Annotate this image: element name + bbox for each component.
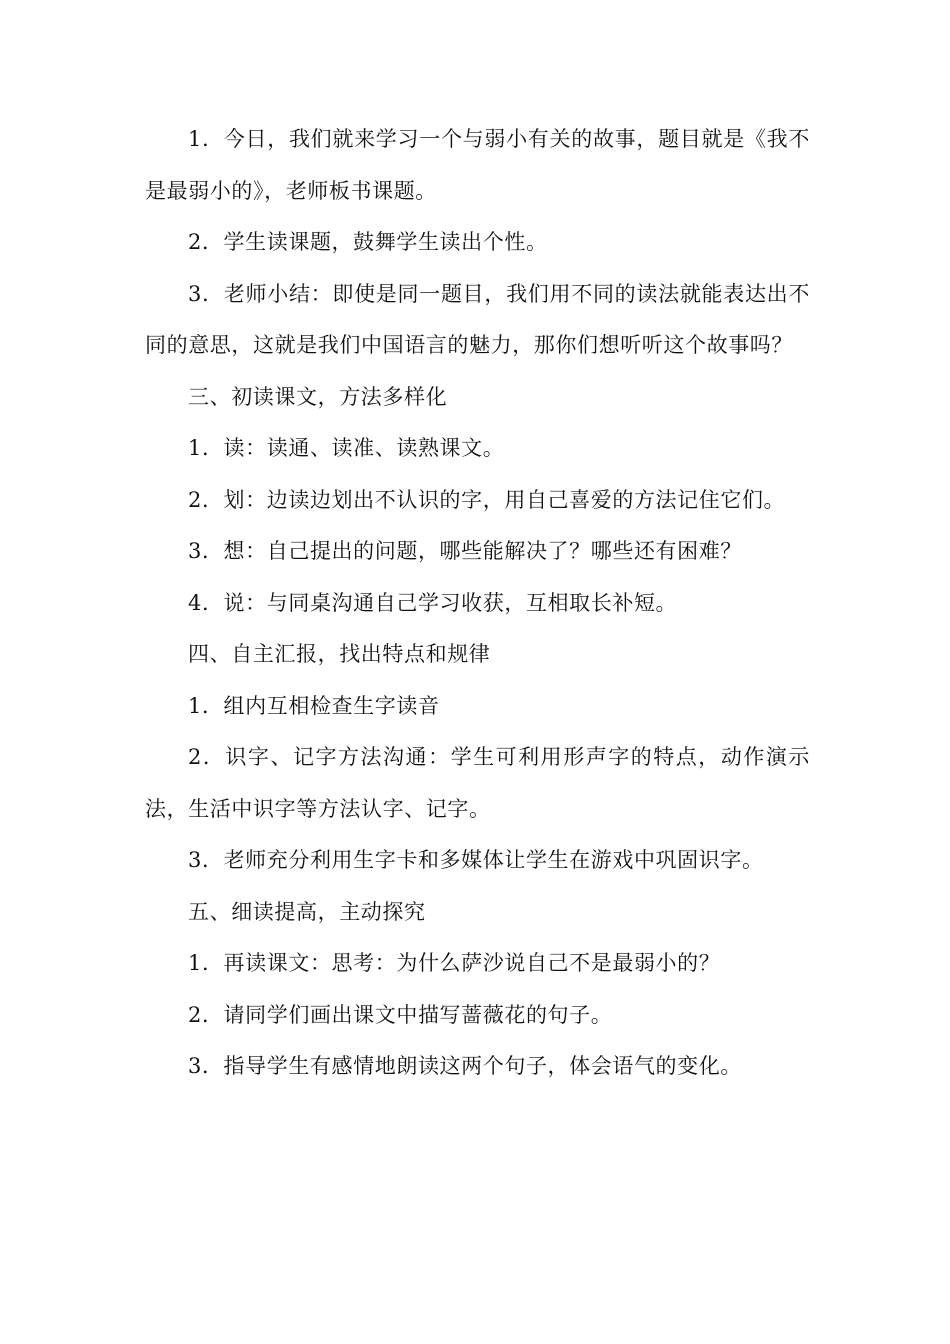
paragraph-read: 1．读：读通、读准、读熟课文。	[188, 436, 505, 460]
paragraph-flashcards: 3．老师充分利用生字卡和多媒体让学生在游戏中巩固识字。	[188, 848, 764, 872]
document-body	[145, 114, 810, 1093]
paragraph-expressive-reading: 3．指导学生有感情地朗读这两个句子，体会语气的变化。	[188, 1054, 742, 1078]
paragraph-speak: 4．说：与同桌沟通自己学习收获，互相取长补短。	[188, 590, 678, 615]
paragraph-reread: 1．再读课文：思考：为什么萨沙说自己不是最弱小的？	[188, 951, 721, 975]
paragraph-mark: 2．划：边读边划出不认识的字，用自己喜爱的方法记住它们。	[188, 487, 786, 512]
paragraph-intro-story: 1．今日，我们就来学习一个与弱小有关的故事，题目就是《我不是最弱小的》，老师板书课题。	[145, 127, 810, 203]
section-heading-3: 三、初读课文，方法多样化	[188, 384, 448, 409]
paragraph-check-pronunciation: 1．组内互相检查生字读音	[188, 693, 440, 718]
paragraph-literacy-methods: 2．识字、记字方法沟通：学生可利用形声字的特点，动作演示法，生活中识字等方法认字、记字。	[145, 745, 810, 821]
paragraph-teacher-summary: 3．老师小结：即使是同一题目，我们用不同的读法就能表达出不同的意思，这就是我们中国语言的魅力，那你们想听听这个故事吗？	[145, 281, 810, 357]
paragraph-read-title: 2．学生读课题，鼓舞学生读出个性。	[188, 230, 548, 254]
paragraph-rose-sentences: 2．请同学们画出课文中描写蔷薇花的句子。	[188, 1002, 613, 1027]
paragraph-think: 3．想：自己提出的问题，哪些能解决了？哪些还有困难？	[188, 539, 742, 563]
section-heading-4: 四、自主汇报，找出特点和规律	[188, 642, 491, 666]
section-heading-5: 五、细读提高，主动探究	[188, 899, 426, 924]
